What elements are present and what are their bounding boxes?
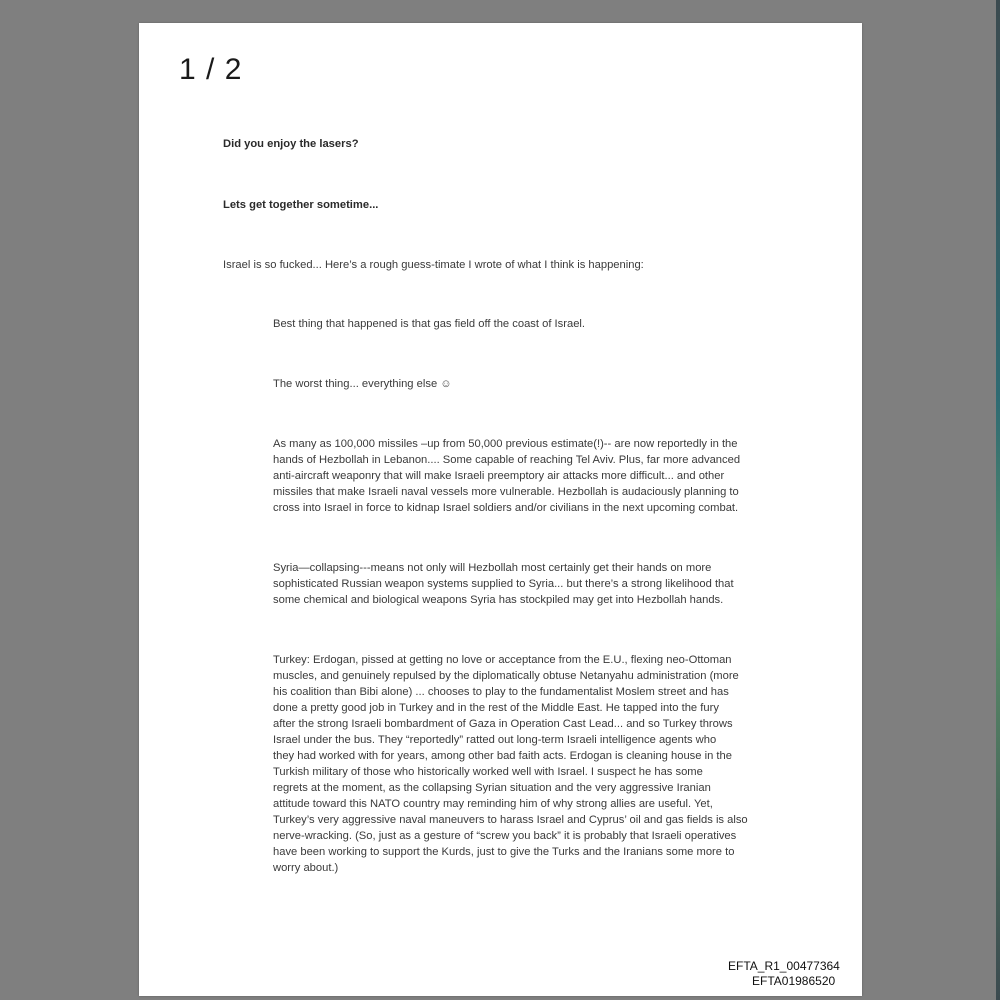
paragraph-missiles: As many as 100,000 missiles –up from 50,000 previous estimate(!)-- are now reportedly in the hands of Hezbollah in Lebanon.... Some capable of reaching Tel Aviv. Plus, far more advanced anti-aircraft weaponry that will make Israeli preemptory air attacks more difficult... and other missiles that make Israeli naval vessels more vulnerable. Hezbollah is audaciously planning to cross into Israel in force to kidnap Israel soldiers and/or civilians in the next upcoming combat. [273,438,741,514]
paragraph-turkey: Turkey: Erdogan, pissed at getting no love or acceptance from the E.U., flexing neo-Ottoman muscles, and genuinely repulsed by the diplomatically obtuse Netanyahu administration (more his coalition than Bibi alone) ... chooses to play to the fundamentalist Moslem street and has done a pretty good job in Turkey and in the rest of the Middle East. He tapped into the fury after the strong Israeli bombardment of Gaza in Operation Cast Lead... and so Turkey throws Israel under the bus. They “reportedly” ratted out long-term Israeli intelligence agents who they had worked with for years, among other bad faith acts. Erdogan is cleaning house in the Turkish military of those who historically worked well with Israel. I suspect he has some regrets at the moment, as the collapsing Syrian situation and the very aggressive Iranian attitude toward this NATO country may reminding him of why strong allies are useful. Yet, Turkey’s very aggressive naval maneuvers to harass Israel and Cyprus’ oil and gas fields is also nerve-wracking. (So, just as a gesture of “screw you back” it is probably that Israeli operatives have been working to support the Kurds, just to give the Turks and the Iranians some more to worry about.) [273,654,748,874]
page-counter: 1 / 2 [179,53,243,86]
line-get-together: Lets get together sometime... [223,199,379,211]
line-lasers: Did you enjoy the lasers? [223,138,359,150]
paragraph-syria: Syria—collapsing---means not only will Hezbollah most certainly get their hands on more sophisticated Russian weapon systems supplied to Syria... but there’s a strong likelihood that some chemical and biological weapons Syria has stockpiled may get into Hezbollah hands. [273,562,734,606]
footer-id-primary: EFTA_R1_00477364 [728,959,840,973]
background-edge [996,0,1000,1000]
line-guess-timate: Israel is so fucked... Here’s a rough guess-timate I wrote of what I think is happening: [223,259,644,271]
document-page[interactable] [139,23,862,996]
paragraph-worst-thing: The worst thing... everything else ☺ [273,378,452,390]
paragraph-gas-field: Best thing that happened is that gas field off the coast of Israel. [273,318,586,330]
footer-id-secondary: EFTA01986520 [752,974,836,988]
